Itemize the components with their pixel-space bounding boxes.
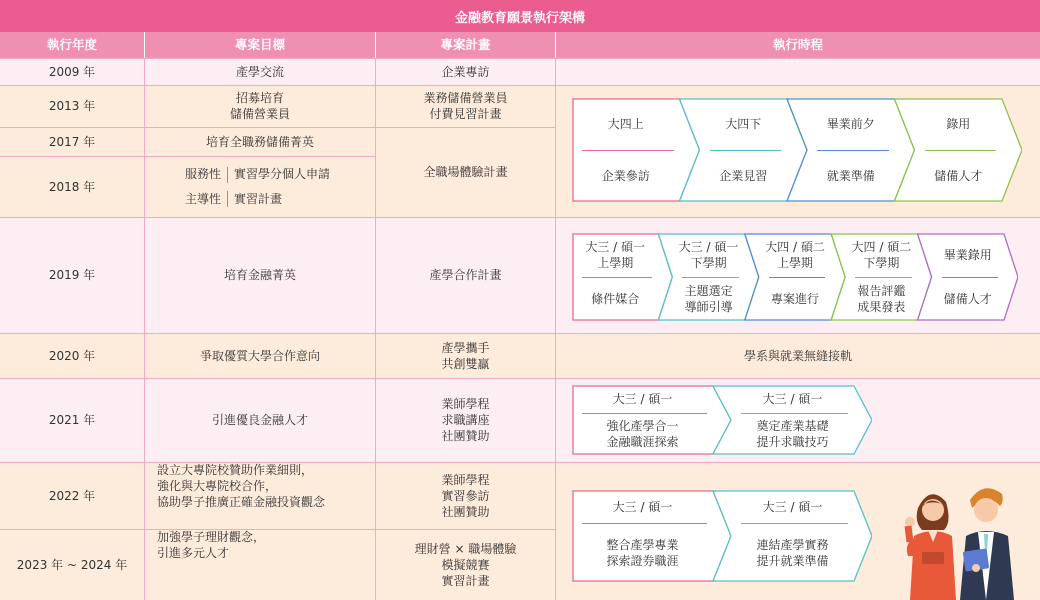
header-timeline: 執行時程 xyxy=(556,32,1040,58)
plan-2021 xyxy=(376,378,556,462)
header-plan: 專案計畫 xyxy=(376,32,556,58)
step-separator xyxy=(817,150,889,151)
goal-2018-service-key: 服務性 xyxy=(185,167,222,181)
goal-2018-service-value: 實習學分個人申請 xyxy=(234,167,331,181)
step-activity-label: 企業參訪 xyxy=(601,169,650,183)
step-stage-label: 大三 / 碩一 上學期 xyxy=(585,240,646,270)
step-activity-label: 企業見習 xyxy=(719,169,768,183)
timeline-flow-2013-2018 xyxy=(572,98,1022,202)
year-2017: 2017 年 xyxy=(0,127,145,156)
row-divider xyxy=(0,333,1040,334)
plan-2017-2018: 全職場體驗計畫 xyxy=(376,127,556,217)
row-divider xyxy=(0,378,1040,379)
plan-2021-line1: 業師學程 xyxy=(441,397,490,411)
step-activity-label: 主題選定 導師引導 xyxy=(684,284,733,314)
row-divider xyxy=(0,156,376,157)
row-divider xyxy=(0,529,556,530)
plan-2021-line2: 求職講座 xyxy=(441,413,490,427)
goal-2022 xyxy=(145,462,376,529)
timeline-flow-2022-2024 xyxy=(572,490,872,582)
goal-2018-lead-value: 實習計畫 xyxy=(234,191,283,206)
goal-2013-line2: 儲備營業員 xyxy=(229,107,290,121)
step-activity-label: 條件媒合 xyxy=(591,292,640,306)
step-separator xyxy=(582,277,652,278)
woman-figure xyxy=(905,494,956,600)
goal-2013-line1: 招募培育 xyxy=(235,91,284,105)
step-activity-label: 連結產學實務 提升就業準備 xyxy=(756,537,829,568)
goal-2020: 爭取優質大學合作意向 xyxy=(145,333,376,378)
step-activity-label: 強化產學合一 金融職涯探索 xyxy=(606,419,679,449)
step-separator xyxy=(682,277,738,278)
goal-2023 xyxy=(145,529,376,600)
plan-2023-line1: 理財營 × 職場體驗 xyxy=(414,541,517,556)
row-divider xyxy=(0,58,1040,59)
goal-2022-line1: 設立大專院校贊助作業細則， xyxy=(157,463,314,477)
goal-2022-line2: 強化與大專院校合作， xyxy=(157,479,278,493)
step-activity-label: 就業準備 xyxy=(826,169,875,183)
goal-2018 xyxy=(145,156,376,217)
step-stage-label: 畢業前夕 xyxy=(826,117,875,131)
step-separator xyxy=(582,413,707,414)
step-activity-label: 奠定產業基礎 提升求職技巧 xyxy=(756,419,829,449)
step-separator xyxy=(710,150,782,151)
timeline-2009 xyxy=(556,58,1040,85)
plan-2022 xyxy=(376,462,556,529)
plan-2022-line1: 業師學程 xyxy=(441,472,490,487)
timeline-flow-2021 xyxy=(572,385,872,455)
plan-2013-line1: 業務儲備營業員 xyxy=(423,91,508,105)
man-figure xyxy=(960,488,1014,600)
step-stage-label: 大三 / 碩一 xyxy=(762,392,823,406)
goal-2018-lead-key: 主導性 xyxy=(185,191,222,206)
plan-2013 xyxy=(376,85,556,127)
plan-2020-line2: 共創雙贏 xyxy=(441,356,490,371)
year-2022: 2022 年 xyxy=(0,462,145,529)
step-separator xyxy=(741,413,848,414)
step-separator xyxy=(925,150,997,151)
step-separator xyxy=(855,277,911,278)
step-activity-label: 儲備人才 xyxy=(943,292,992,306)
timeline-2020: 學系與就業無縫接軌 xyxy=(556,333,1040,378)
year-2021: 2021 年 xyxy=(0,378,145,462)
goal-2022-line3: 協助學子推廣正確金融投資觀念 xyxy=(157,495,326,509)
plan-2019: 產學合作計畫 xyxy=(376,217,556,333)
year-2019: 2019 年 xyxy=(0,217,145,333)
plan-2023-line2: 模擬競賽 xyxy=(441,557,490,572)
goal-2023-line2: 引進多元人才 xyxy=(157,546,230,560)
step-stage-label: 大四 / 碩二 上學期 xyxy=(765,240,825,270)
timeline-flow-2019 xyxy=(572,233,1018,321)
goal-2019: 培育金融菁英 xyxy=(145,217,376,333)
plan-2023 xyxy=(376,529,556,600)
step-stage-label: 大四下 xyxy=(725,117,762,131)
plan-2020 xyxy=(376,333,556,378)
plan-2009: 企業專訪 xyxy=(376,58,556,85)
step-separator xyxy=(582,150,674,151)
plan-2022-line3: 社團贊助 xyxy=(441,504,490,519)
step-stage-label: 大四 / 碩二 下學期 xyxy=(851,240,912,270)
year-2009: 2009 年 xyxy=(0,58,145,85)
year-2013: 2013 年 xyxy=(0,85,145,127)
step-activity-label: 報告評鑑 成果發表 xyxy=(857,284,906,314)
step-stage-label: 大三 / 碩一 xyxy=(612,499,673,514)
goal-2018-item-service xyxy=(185,166,330,183)
row-divider xyxy=(0,217,1040,218)
row-divider xyxy=(0,127,556,128)
year-2023-2024: 2023 年 ~ 2024 年 xyxy=(0,529,145,600)
header-goal: 專案目標 xyxy=(145,32,376,58)
step-stage-label: 大三 / 碩一 xyxy=(612,392,673,406)
divider xyxy=(227,167,228,183)
step-activity-label: 專案進行 xyxy=(770,292,819,306)
plan-2021-line3: 社團贊助 xyxy=(441,429,490,443)
step-stage-label: 畢業錄用 xyxy=(943,248,992,262)
step-stage-label: 錄用 xyxy=(946,117,971,131)
plan-2013-line2: 付費見習計畫 xyxy=(429,107,502,121)
page-title: 金融教育願景執行架構 xyxy=(0,0,1040,32)
step-separator xyxy=(582,523,707,524)
plan-2022-line2: 實習參訪 xyxy=(441,488,490,503)
row-divider xyxy=(0,85,1040,86)
plan-2023-line3: 實習計畫 xyxy=(441,573,490,588)
goal-2013 xyxy=(145,85,376,127)
year-2018: 2018 年 xyxy=(0,156,145,217)
goal-2009: 產學交流 xyxy=(145,58,376,85)
goal-2018-item-lead xyxy=(185,191,282,208)
step-activity-label: 整合產學專業 探索證券職涯 xyxy=(606,537,679,568)
goal-2023-line1: 加強學子理財觀念， xyxy=(157,530,266,544)
header-year: 執行年度 xyxy=(0,32,145,58)
step-stage-label: 大四上 xyxy=(607,117,644,131)
divider xyxy=(227,191,228,207)
plan-2020-line1: 產學攜手 xyxy=(441,340,490,355)
step-separator xyxy=(769,277,825,278)
row-divider xyxy=(0,462,1040,463)
goal-2017: 培育全職務儲備菁英 xyxy=(145,127,376,156)
step-separator xyxy=(942,277,998,278)
step-separator xyxy=(741,523,848,524)
step-stage-label: 大三 / 碩一 xyxy=(762,499,823,514)
year-2020: 2020 年 xyxy=(0,333,145,378)
step-activity-label: 儲備人才 xyxy=(934,169,983,183)
people-illustration xyxy=(900,478,1030,600)
step-stage-label: 大三 / 碩一 下學期 xyxy=(678,240,739,270)
goal-2021: 引進優良金融人才 xyxy=(145,378,376,462)
